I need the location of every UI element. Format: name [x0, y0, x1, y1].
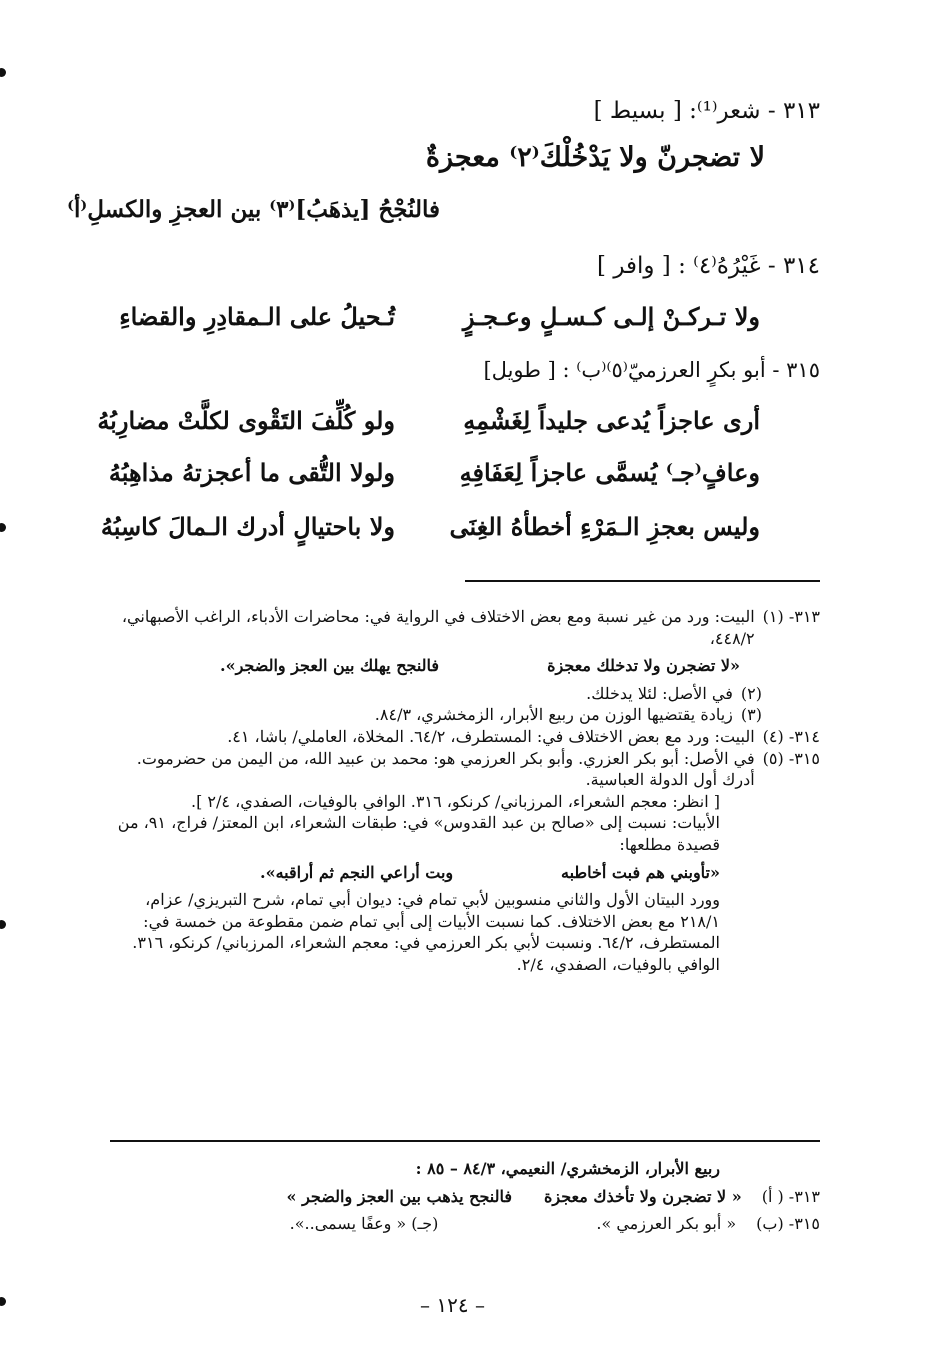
footnote-text: البيت: ورد مع بعض الاختلاف في: المستطرف، ٦٤/٢. المخلاة، العاملي/ باشا، ٤١. — [227, 726, 755, 746]
footnote-text: البيت: ورد من غير نسبة ومع بعض الاختلاف في الرواية في: محاضرات الأدباء، الراغب الأصبهاني، ٤٤٨/٢، — [121, 607, 755, 648]
verse-right: «تأوبني هم فبت أخاطبه — [560, 862, 720, 882]
footnote-1-verse — [220, 655, 740, 677]
entry-313-line2: فالنُجْحُ [يذهَبُ]⁽٣⁾ بين العجزِ والكسلِ⁽أ⁾ — [67, 196, 440, 223]
variants — [110, 1158, 820, 1235]
entry-314-right-hemistich: ولا تـركـنْ إلـى كـسـلٍ وعـجـزٍ — [462, 302, 760, 331]
variant-right: « لا تضجرن ولا تأخذك معجزة — [544, 1186, 742, 1206]
verse-left: فالنجح يهلك بين العجز والضجر». — [220, 656, 440, 676]
verse-left: وبت أراعي النجم ثم أراقبه». — [260, 862, 454, 882]
entry-315-verse2-left: ولولا التُّقى ما أعجزتهُ مذاهِبُهُ — [108, 458, 395, 487]
entry-315-verse1-left: ولو كُلِّفَ التَقْوى لكلَّتْ مضارِبُهُ — [97, 406, 395, 435]
footnote-number: ٣١٤- (٤) — [762, 726, 820, 746]
variant-left: فالنجح يذهب بين العجز والضجر » — [286, 1186, 512, 1206]
variant-b — [110, 1213, 820, 1235]
footnote-3 — [110, 704, 762, 726]
footnote-text: في الأصل: أبو بكر العزري. وأبو بكر العرزمي هو: محمد بن عبيد الله، من اليمن من حضرموت. أدرك أول الدولة العباسية. — [136, 748, 755, 790]
footnote-4 — [110, 726, 820, 748]
entry-315-verse2-right: وعافٍ⁽جـ⁾ يُسمَّى عاجزاً لِعَفَافِهِ — [459, 458, 760, 487]
variants-separator — [110, 1140, 820, 1142]
footnote-number: (٣) — [740, 705, 762, 725]
footnotes — [110, 606, 820, 976]
entry-314-heading: ٣١٤ - غَيْرُهُ⁽٤⁾ : [ وافر ] — [597, 253, 820, 279]
footnote-number: ٣١٣- (١) — [762, 607, 820, 626]
footnote-text: زيادة يقتضيها الوزن من ربيع الأبرار، الزمخشري، ٨٤/٣. — [374, 705, 733, 725]
entry-313-heading: ٣١٣ - شعر⁽¹⁾: [ بسيط ] — [593, 98, 820, 124]
margin-dot — [0, 523, 6, 532]
footnote-5-verse — [260, 862, 720, 884]
page-number: – ١٢٤ – — [420, 1293, 485, 1317]
entry-315-verse3-right: وليس بعجزِ الـمَرْءِ أخطأهُ الغِنَى — [449, 512, 760, 541]
footnote-5-tail: وورد البيتان الأول والثاني منسوبين لأبي تمام في: ديوان أبي تمام، شرح التبريزي/ عزام، ٢١٨/١ مع بعض الاختلاف. كما نسبت الأبيات إلى أبي تمام ضمن مقطوعة من خمسة في: المستطرف، ٦٤/٢. ونسبت لأبي بكر العرزمي في: معجم الشعراء، المرزباني/ كرنكو، ٣١٦. الوافي بالوفيات، الصفدي، ٢/٤. — [132, 890, 720, 974]
entry-315-verse3-left: ولا باحتيالٍ أدرك الـمالَ كاسِبُهُ — [100, 512, 395, 541]
margin-dot — [0, 68, 6, 77]
margin-dot — [0, 920, 6, 929]
entry-313-line1: لا تضجرنّ ولا يَدْخُلْكَ⁽٢⁾ معجزةٌ — [425, 142, 765, 173]
footnote-separator — [465, 580, 820, 582]
variant-left: (جـ) « وعفًا يسمى..». — [289, 1214, 439, 1234]
verse-right: «لا تضجرن ولا تدخلك معجزة — [547, 656, 740, 676]
footnote-5-reference: [ انظر: معجم الشعراء، المرزباني/ كرنكو، ٣١٦. الوافي بالوفيات، الصفدي، ٢/٤ ]. — [191, 791, 720, 811]
footnote-2 — [110, 683, 762, 705]
variant-right: « أبو بكر العرزمي ». — [596, 1214, 737, 1234]
footnote-5-abyat: الأبيات: نسبت إلى «صالح بن عبد القدوس» في: طبقات الشعراء، ابن المعتز/ فراج، ٩١، من قصيدة مطلعها: — [117, 813, 720, 854]
variant-number: ٣١٥- (ب) — [756, 1214, 820, 1234]
footnote-5 — [110, 748, 820, 791]
footnote-text: في الأصل: لئلا يدخلك. — [586, 683, 733, 703]
margin-dot — [0, 1297, 6, 1306]
footnote-number: ٣١٥- (٥) — [762, 748, 820, 768]
variants-intro: ربيع الأبرار، الزمخشري/ النعيمي، ٨٤/٣ – ٨٥ : — [415, 1159, 720, 1178]
variant-number: ٣١٣- ( أ) — [761, 1186, 820, 1206]
entry-314-left-hemistich: تُـحيلُ على الـمقادِرِ والقضاءِ — [119, 302, 395, 331]
variant-a — [110, 1186, 820, 1208]
footnote-number: (٢) — [740, 683, 762, 703]
footnote-1 — [110, 606, 820, 649]
entry-315-heading: ٣١٥ - أبو بكرٍ العرزميّ⁽٥⁾⁽ب⁾ : [ طويل] — [483, 358, 820, 382]
entry-315-verse1-right: أرى عاجزاً يُدعى جليداً لِغَشْمِهِ — [463, 406, 760, 435]
